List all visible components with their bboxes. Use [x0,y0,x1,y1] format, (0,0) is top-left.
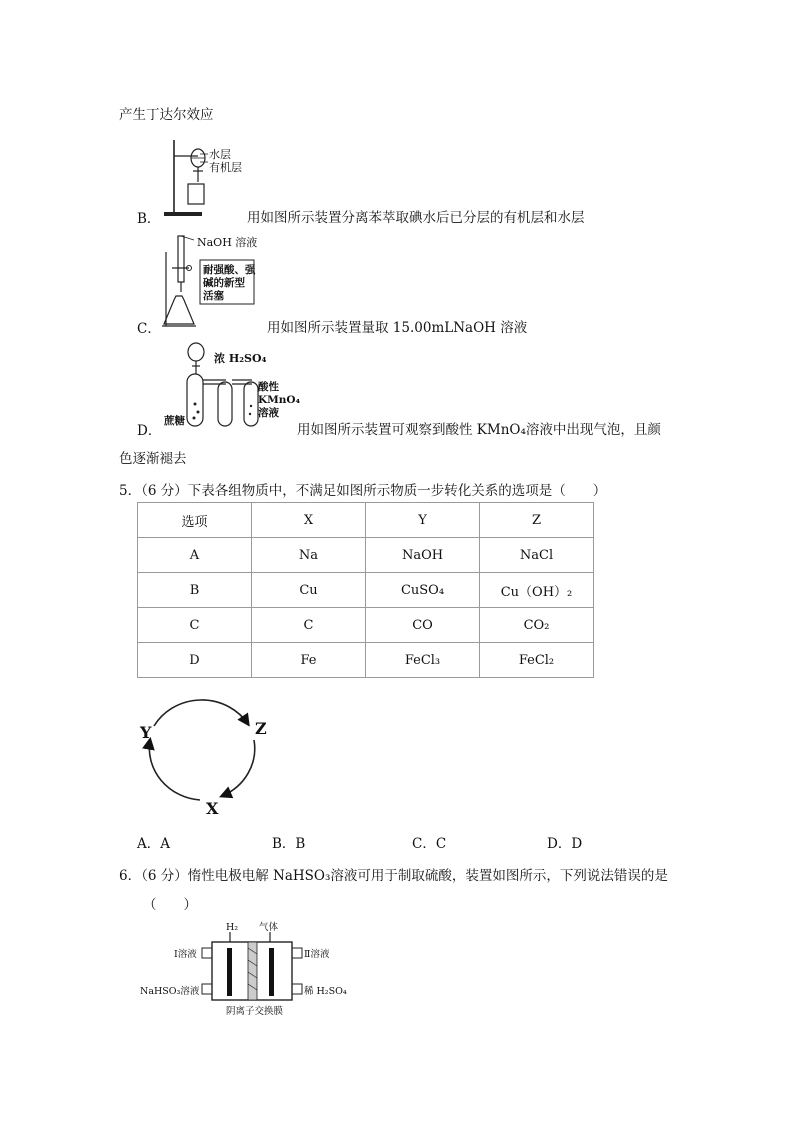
table-cell: NaOH [366,538,480,573]
dilute-acid-label: 稀 H₂SO₄ [304,986,347,997]
table-cell: Na [252,538,366,573]
conversion-cycle-diagram [130,688,280,820]
choice-d: D．D [547,836,583,852]
stopcock-note-line1: 耐强酸、强 [203,264,256,276]
kmno4-label-line1: 酸性 [258,381,279,393]
choice-a: A．A [137,836,170,852]
nahso3-solution-label: NaHSO₃溶液 [140,986,200,997]
choice-c: C．C [412,836,447,852]
table-cell: CuSO₄ [366,573,480,608]
conc-acid-label: 浓 H₂SO₄ [214,352,267,365]
option-a-tail: 产生丁达尔效应 [119,107,214,123]
question-6-paren: （ ） [143,897,197,913]
table-header-cell: Y [366,503,480,538]
table-cell: Fe [252,643,366,678]
membrane-label: 阴离子交换膜 [226,1006,284,1017]
option-c-label: C． [137,321,161,337]
choice-b: B．B [272,836,306,852]
table-row [138,573,594,608]
table-cell: Cu [252,573,366,608]
naoh-solution-label: NaOH 溶液 [197,236,258,249]
solution-ii-label: Ⅱ溶液 [304,949,330,960]
kmno4-label-line3: 溶液 [258,407,279,419]
option-c-text: 用如图所示装置量取 15.00mLNaOH 溶液 [267,320,528,336]
table-cell: B [138,573,252,608]
table-row [138,643,594,678]
table-row [138,608,594,643]
table-cell: FeCl₃ [366,643,480,678]
table-cell: NaCl [480,538,594,573]
node-z-label: Z [255,719,267,738]
option-d-text: 用如图所示装置可观察到酸性 KMnO₄溶液中出现气泡，且颜 [297,422,661,438]
option-d-text-cont: 色逐渐褪去 [119,451,187,467]
h2-label: H₂ [226,922,239,933]
table-header-cell: Z [480,503,594,538]
option-d-label: D． [137,423,162,439]
table-header-row [138,503,594,538]
table-cell: C [252,608,366,643]
option-b-text: 用如图所示装置分离苯萃取碘水后已分层的有机层和水层 [247,210,585,226]
table-cell: Cu（OH）₂ [480,573,594,608]
gas-label: 气体 [259,922,279,933]
table-header-cell: X [252,503,366,538]
water-layer-label: 水层 [209,148,231,161]
table-header-cell: 选项 [138,503,252,538]
sucrose-acid-apparatus-figure [158,340,301,432]
burette-figure [158,232,278,332]
stopcock-note-line2: 碱的新型 [203,277,245,289]
node-x-label: X [206,799,219,818]
stopcock-note-line3: 活塞 [203,290,224,302]
separatory-funnel-figure [160,138,240,218]
kmno4-label-line2: KMnO₄ [258,394,301,406]
substance-table [137,502,594,678]
sucrose-label: 蔗糖 [164,415,185,427]
option-b-label: B． [137,211,161,227]
table-cell: C [138,608,252,643]
table-row [138,538,594,573]
solution-i-label: Ⅰ溶液 [174,949,197,960]
node-y-label: Y [140,723,152,742]
table-cell: D [138,643,252,678]
table-cell: CO₂ [480,608,594,643]
electrolysis-cell-figure [138,918,368,1018]
question-6-stem: 6．（6 分）惰性电极电解 NaHSO₃溶液可用于制取硫酸，装置如图所示，下列说法错误的是 [119,868,668,884]
organic-layer-label: 有机层 [209,161,242,174]
table-cell: CO [366,608,480,643]
table-cell: FeCl₂ [480,643,594,678]
table-cell: A [138,538,252,573]
question-5-stem: 5．（6 分）下表各组物质中，不满足如图所示物质一步转化关系的选项是（ ） [119,483,607,499]
